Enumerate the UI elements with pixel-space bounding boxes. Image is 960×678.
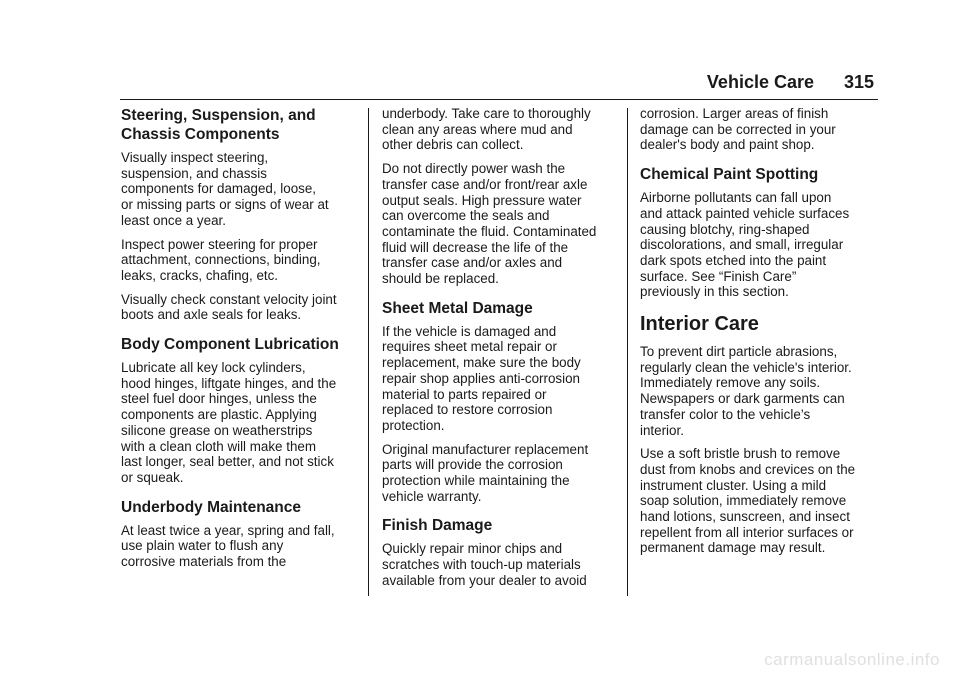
page-number: 315: [843, 72, 874, 92]
paragraph: If the vehicle is damaged and requires sheet metal repair or replacement, make sure the body repair shop applies anti-corrosion material to parts repaired or replaced to restore corrosion protection.: [382, 323, 581, 433]
heading-interior-care: Interior Care: [640, 313, 759, 336]
header-rule: [120, 99, 878, 100]
column-3: [640, 106, 874, 564]
paragraph: underbody. Take care to thoroughly clean any areas where mud and other debris can collect.: [382, 106, 591, 153]
heading-finish-damage: Finish Damage: [382, 517, 493, 535]
column-2: [382, 106, 616, 597]
paragraph: Use a soft bristle brush to remove dust from knobs and crevices on the instrument cluster. Using a mild soap solution, immediately remove hand lotions, sunscreen, and insect repellent from all interior surfaces or permanent damage may result.: [640, 446, 856, 556]
paragraph: Lubricate all key lock cylinders, hood hinges, liftgate hinges, and the steel fuel door hinges, unless the components are plastic. Applying silicone grease on weatherstrips with a clean cloth will make them last longer, seal better, and not stick or squeak.: [121, 360, 337, 485]
paragraph: Airborne pollutants can fall upon and attack painted vehicle surfaces causing blotchy, ring-shaped discolorations, and small, irregular dark spots etched into the paint surface. See “Finish Care” previously in this section.: [640, 190, 850, 300]
column-divider: [368, 108, 369, 596]
paragraph: corrosion. Larger areas of finish damage can be corrected in your dealer's body and paint shop.: [640, 106, 836, 153]
watermark: carmanualsonline.info: [764, 650, 940, 669]
paragraph: Quickly repair minor chips and scratches with touch-up materials available from your dealer to avoid: [382, 541, 587, 588]
heading-sheet-metal-damage: Sheet Metal Damage: [382, 299, 533, 317]
paragraph: Visually check constant velocity joint boots and axle seals for leaks.: [121, 291, 337, 323]
section-title: Vehicle Care: [706, 72, 814, 92]
column-divider: [627, 108, 628, 596]
paragraph: Visually inspect steering, suspension, and chassis components for damaged, loose, or missing parts or signs of wear at least once a year.: [121, 150, 329, 228]
heading-steering-suspension: Steering, Suspension, and Chassis Components: [121, 107, 316, 143]
paragraph: To prevent dirt particle abrasions, regularly clean the vehicle's interior. Immediately remove any soils. Newspapers or dark garments can transfer color to the vehicle’s interior.: [640, 344, 852, 438]
paragraph: At least twice a year, spring and fall, use plain water to flush any corrosive materials from the: [121, 522, 335, 570]
paragraph: Do not directly power wash the transfer case and/or front/rear axle output seals. High pressure water can overcome the seals and contaminate the fluid. Contaminated fluid will decrease the life of the transfer case and/or axles and should be replaced.: [382, 161, 597, 287]
paragraph: Inspect power steering for proper attachment, connections, binding, leaks, cracks, chafing, etc.: [121, 236, 321, 283]
paragraph: Original manufacturer replacement parts will provide the corrosion protection while maintaining the vehicle warranty.: [382, 441, 589, 504]
heading-body-component-lubrication: Body Component Lubrication: [121, 336, 339, 354]
heading-chemical-paint-spotting: Chemical Paint Spotting: [640, 166, 819, 184]
page-header: [0, 70, 960, 94]
column-1: [121, 106, 355, 578]
heading-underbody-maintenance: Underbody Maintenance: [121, 498, 301, 516]
